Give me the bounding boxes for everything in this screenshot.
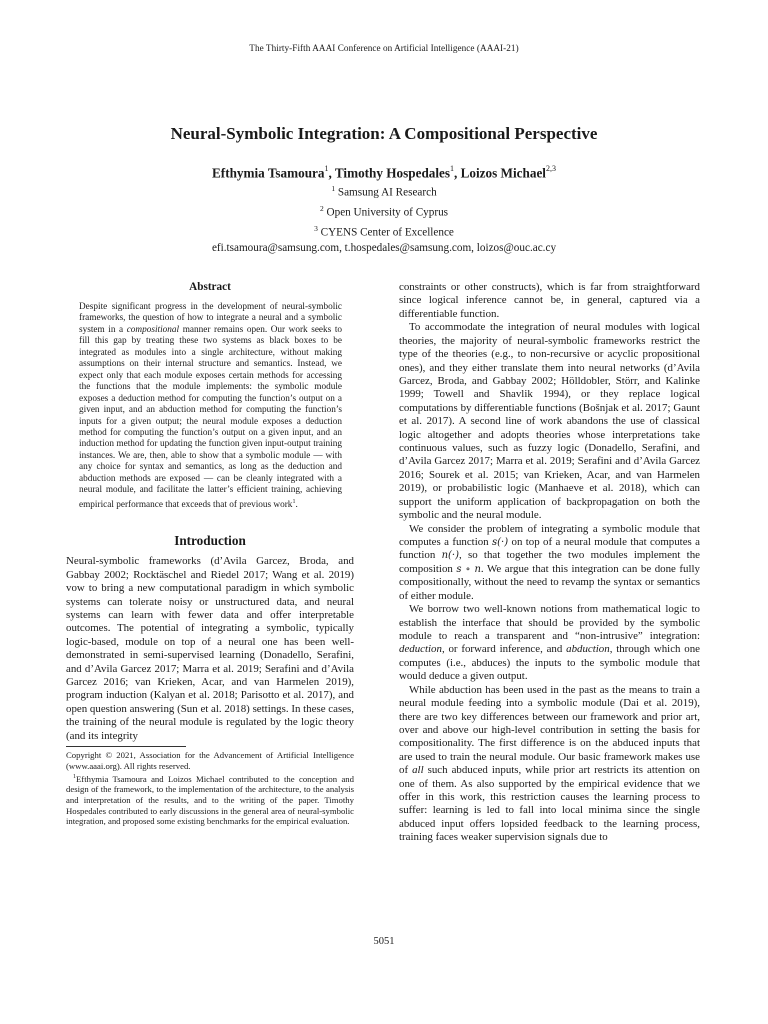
abstract-heading: Abstract: [189, 281, 231, 293]
copyright-notice: Copyright © 2021, Association for the Advancement of Artificial Intelligence (www.aaai.org). All rights reserved.: [66, 750, 354, 771]
affiliations: [0, 181, 768, 256]
author-affil-marker: 1: [324, 164, 329, 173]
body-paragraph: constraints or other constructs), which is far from straightforward since logical inference cannot be, in general, captured via a differentiable function.: [399, 281, 700, 320]
footnote: $^1$Efthymia Tsamoura and Loizos Michael contributed to the conception and design of the framework, to the implementation of the architecture, to the analysis and interpretation of the results, and to the writing of the paper. Timothy Hospedales contributed to early discussions in the general area of neural-symbolic integration, and proposed some existing benchmarks for the empirical evaluation.: [66, 773, 354, 827]
introduction-heading: Introduction: [174, 533, 246, 549]
footnote-divider: [66, 746, 186, 747]
affiliation: $^1$ Samsung AI Research: [331, 184, 437, 199]
body-paragraph: We borrow two well-known notions from mathematical logic to establish the interface that should be provided by the symbolic module to reach a transparent and “non-intrusive” integration: deduction, or forward inference, and abduction, through which one computes (i.e., abduces) the inputs to the symbolic module that would deduce a given output.: [399, 603, 700, 683]
body-paragraph: We consider the problem of integrating a symbolic module that computes a function s(·) on top of a neural module that computes a function n(·), so that together the two modules implement the composition s ∘ n. We argue that this integration can be done fully compositionally, without the need to revamp the syntax or semantics of either module.: [399, 522, 700, 602]
math-expression: s ∘ n: [456, 563, 481, 575]
right-column-body: [399, 281, 700, 845]
abstract-body: [66, 302, 354, 511]
body-paragraph: To accommodate the integration of neural modules with logical theories, the majority of neural-symbolic frameworks restrict the type of the theories (e.g., to non-recursive or acyclic propositional ones), and they either translate them into neural networks (d’Avila Garcez, Broda, and Gabbay 2002; Hölldobler, Störr, and Kalinke 1999; Towell and Shavlik 1994), or they replace logical computations by differentiable functions (Bošnjak et al. 2017; Gaunt et al. 2017). A second line of work abandons the use of classical logic altogether and adopts theories whose interpretations take continuous values, such as fuzzy logic (Donadello, Serafini, and d’Avila Garcez 2017; Marra et al. 2019; Serafini and d’Avila Garcez 2016; Sourek et al. 2015; van Krieken, Acar, and van Harmelen 2019), or probabilistic logic (Manhaeve et al. 2018), which can support the uniform application of backpropagation on both the symbolic and the neural module.: [399, 321, 700, 522]
left-column: [66, 281, 354, 827]
author-affil-marker: 2,3: [545, 164, 556, 173]
right-column: [399, 281, 700, 845]
author-name: Efthymia Tsamoura: [212, 165, 325, 181]
abstract-paragraph: Despite significant progress in the development of neural-symbolic frameworks, the question of how to integrate a neural and a symbolic system in a compositional manner remains open. Our work seeks to fill this gap by treating these two systems as black boxes to be integrated as modules into a single architecture, without making assumptions on their internal structure and semantics. Instead, we expect only that each module exposes certain methods for accessing the functions that the module implements: the symbolic module exposes a deduction method for computing the function’s output on a given input, and an abduction method for computing the function’s inputs for a given output; the neural module exposes a deduction method for computing the function’s output on a given input, and an induction method for updating the function given input-output training instances. We are, then, able to show that a symbolic module — with any choice for syntax and semantics, as long as the deduction and abduction methods are exposed — can be cleanly integrated with a neural module, and facilitate the latter’s efficient training, achieving empirical performance that exceeds that of previous work$^1$.: [79, 302, 343, 510]
math-expression: n(·): [441, 550, 459, 562]
introduction-body: [66, 555, 354, 743]
page-number: 5051: [373, 936, 395, 947]
body-paragraph: While abduction has been used in the past as the means to train a neural module feeding into a symbolic module (Dai et al. 2019), there are two key differences between our framework and prior art, over and above our high-level contribution in setting the basis for compositionality. The first difference is on the abduced inputs that are used to train the neural module. Our basic framework makes use of all such abduced inputs, while prior art restricts its attention on one of them. As also supported by the empirical evidence that we offer in this work, this restriction causes the learning process to suffer: learning is led to fall into local minima since the single abduced input offers lopsided feedback to the learning process, training faces weaker supervision signals due to: [399, 683, 700, 844]
footnote-marker: 1: [292, 498, 296, 505]
body-paragraph: Neural-symbolic frameworks (d’Avila Garcez, Broda, and Gabbay 2002; Rocktäschel and Riedel 2017; Wang et al. 2019) vow to bring a new computational paradigm in which symbolic systems can tolerate noisy or unstructured data, and neural systems can learn with fewer data and offer interpretable outcomes. The potential of integrating a symbolic, typically logic-based, module on top of a neural one has been well-demonstrated in semi-supervised learning (Donadello, Serafini, and d’Avila Garcez 2017; Marra et al. 2019; Serafini and d’Avila Garcez 2016; van Krieken, Acar, and van Harmelen 2019), program induction (Kalyan et al. 2018; Parisotto et al. 2017), and open question answering (Sun et al. 2018) settings. In these cases, the training of the neural module is regulated by the logic theory (and its integrity: [66, 555, 354, 742]
conference-header: The Thirty-Fifth AAAI Conference on Artificial Intelligence (AAAI-21): [249, 43, 519, 53]
author-affil-marker: 1: [450, 164, 455, 173]
author-name: Timothy Hospedales: [334, 165, 451, 181]
footnotes: [66, 750, 354, 827]
author-list: Efthymia Tsamoura$^1$, Timothy Hospedales$^1$, Loizos Michael$^{2,3}$: [212, 164, 556, 181]
author-emails: efi.tsamoura@samsung.com, t.hospedales@samsung.com, loizos@ouc.ac.cy: [211, 241, 557, 254]
affiliation: $^2$ Open University of Cyprus: [319, 203, 449, 219]
paper-title: Neural-Symbolic Integration: A Compositional Perspective: [170, 124, 598, 143]
affiliation: $^3$ CYENS Center of Excellence: [314, 223, 454, 239]
author-name: Loizos Michael: [460, 165, 546, 181]
math-expression: s(·): [492, 537, 509, 549]
